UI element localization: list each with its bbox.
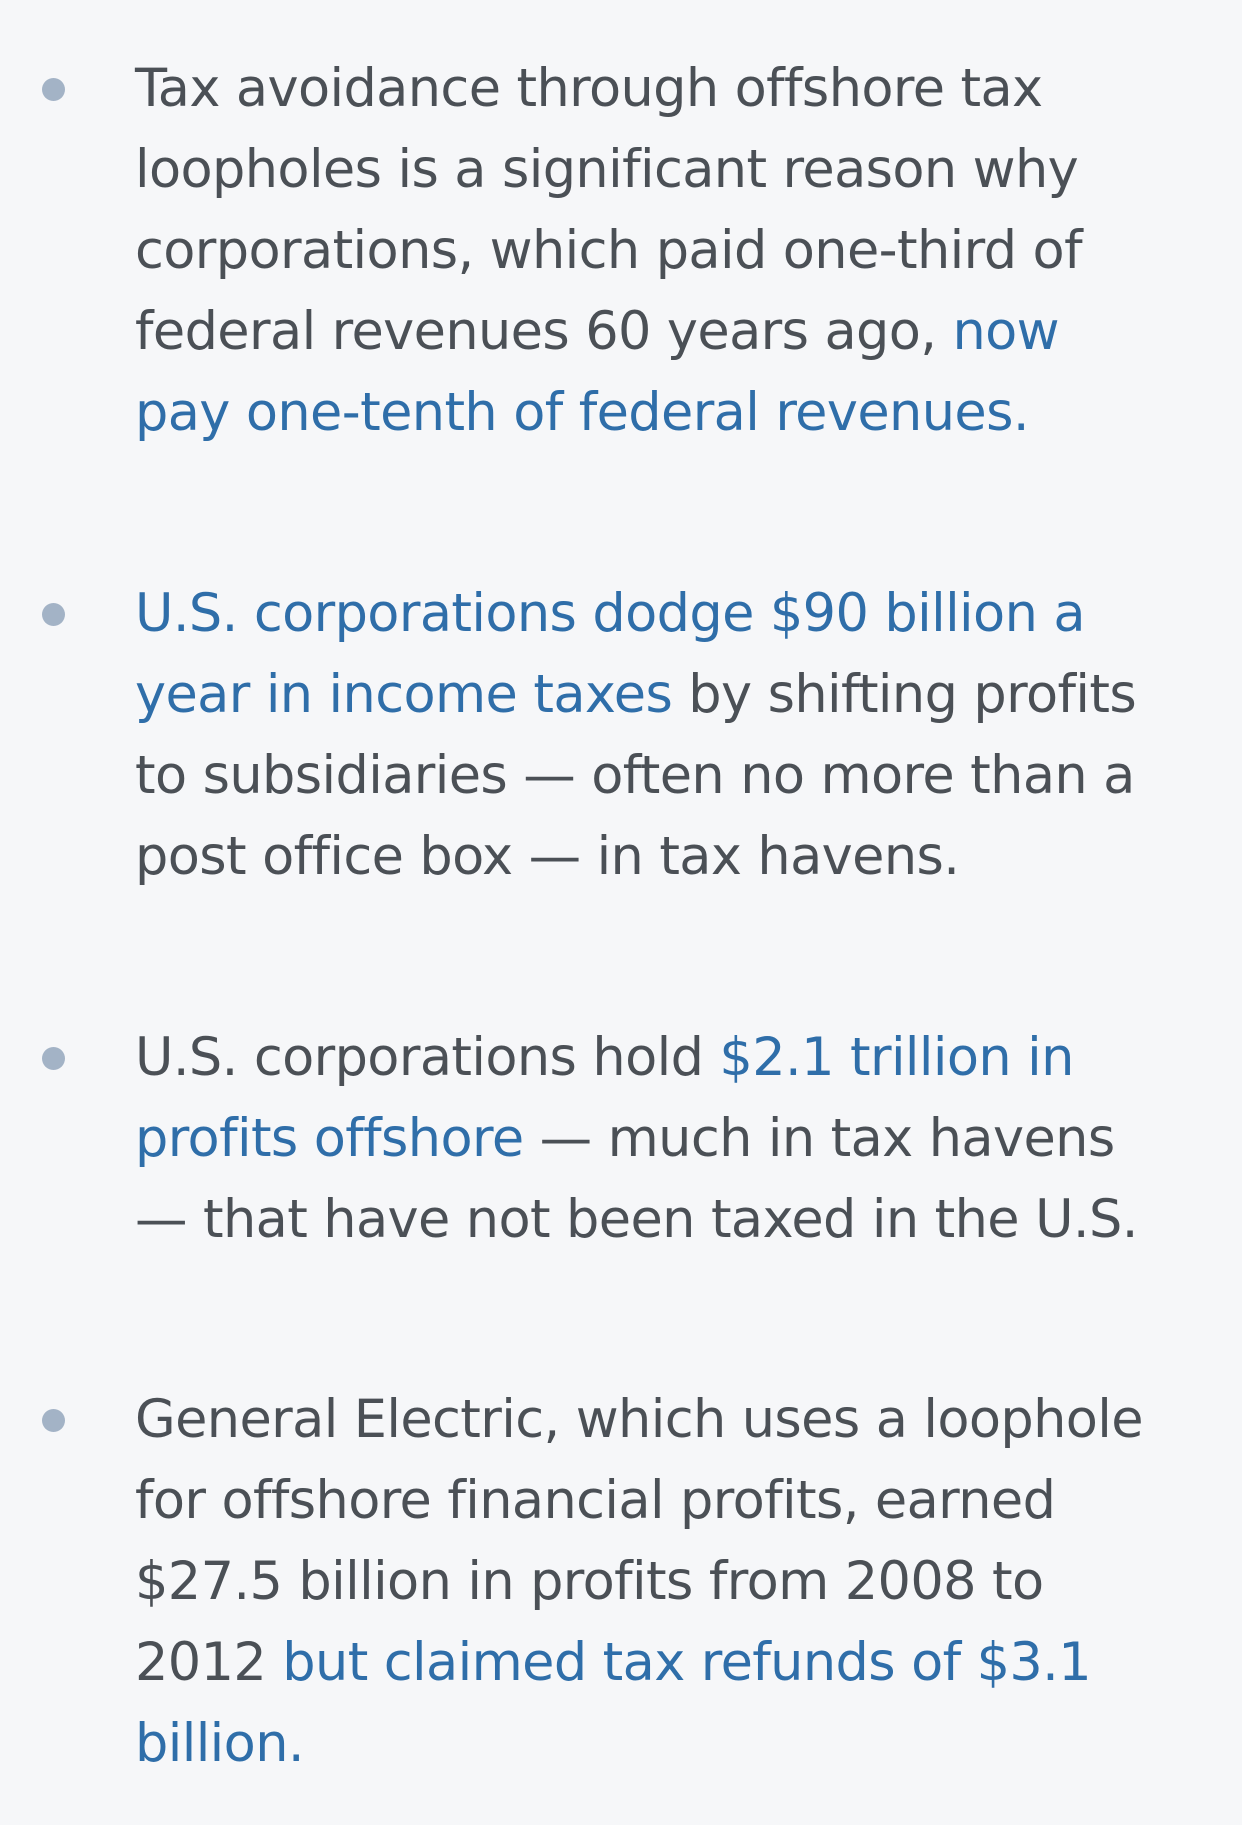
link-profits-offshore[interactable]: $2.1 trillion in profits offshore bbox=[135, 1027, 1074, 1169]
link-ge-tax-refunds[interactable]: but claimed tax refunds of $3.1 billion. bbox=[135, 1632, 1092, 1774]
bullet-dot-icon bbox=[42, 1047, 65, 1070]
link-corporations-dodge-taxes[interactable]: U.S. corporations dodge $90 billion a year in income taxes bbox=[135, 583, 1085, 725]
bullet-text bbox=[135, 1017, 1145, 1260]
bullet-text-before: Tax avoidance through offshore tax loopholes is a significant reason why corporations, which paid one-third of federal revenues 60 years ago, bbox=[135, 58, 1082, 362]
bullet-dot-icon bbox=[42, 78, 65, 101]
bullet-text-after: — much in tax havens — that have not been taxed in the U.S. bbox=[135, 1108, 1138, 1250]
link-corporate-revenue-share[interactable]: now pay one-tenth of federal revenues. bbox=[135, 301, 1060, 443]
bullet-text bbox=[135, 48, 1145, 453]
bullet-dot-icon bbox=[42, 1409, 65, 1432]
bullet-text-before: U.S. corporations hold bbox=[135, 1027, 720, 1088]
bullet-dot-icon bbox=[42, 603, 65, 626]
bullet-text bbox=[135, 573, 1145, 897]
bullet-text-after: by shifting profits to subsidiaries — often no more than a post office box — in tax havens. bbox=[135, 664, 1137, 887]
bullet-text-before: General Electric, which uses a loophole for offshore financial profits, earned $27.5 billion in profits from 2008 to 2012 bbox=[135, 1389, 1143, 1693]
bullet-text bbox=[135, 1379, 1145, 1784]
